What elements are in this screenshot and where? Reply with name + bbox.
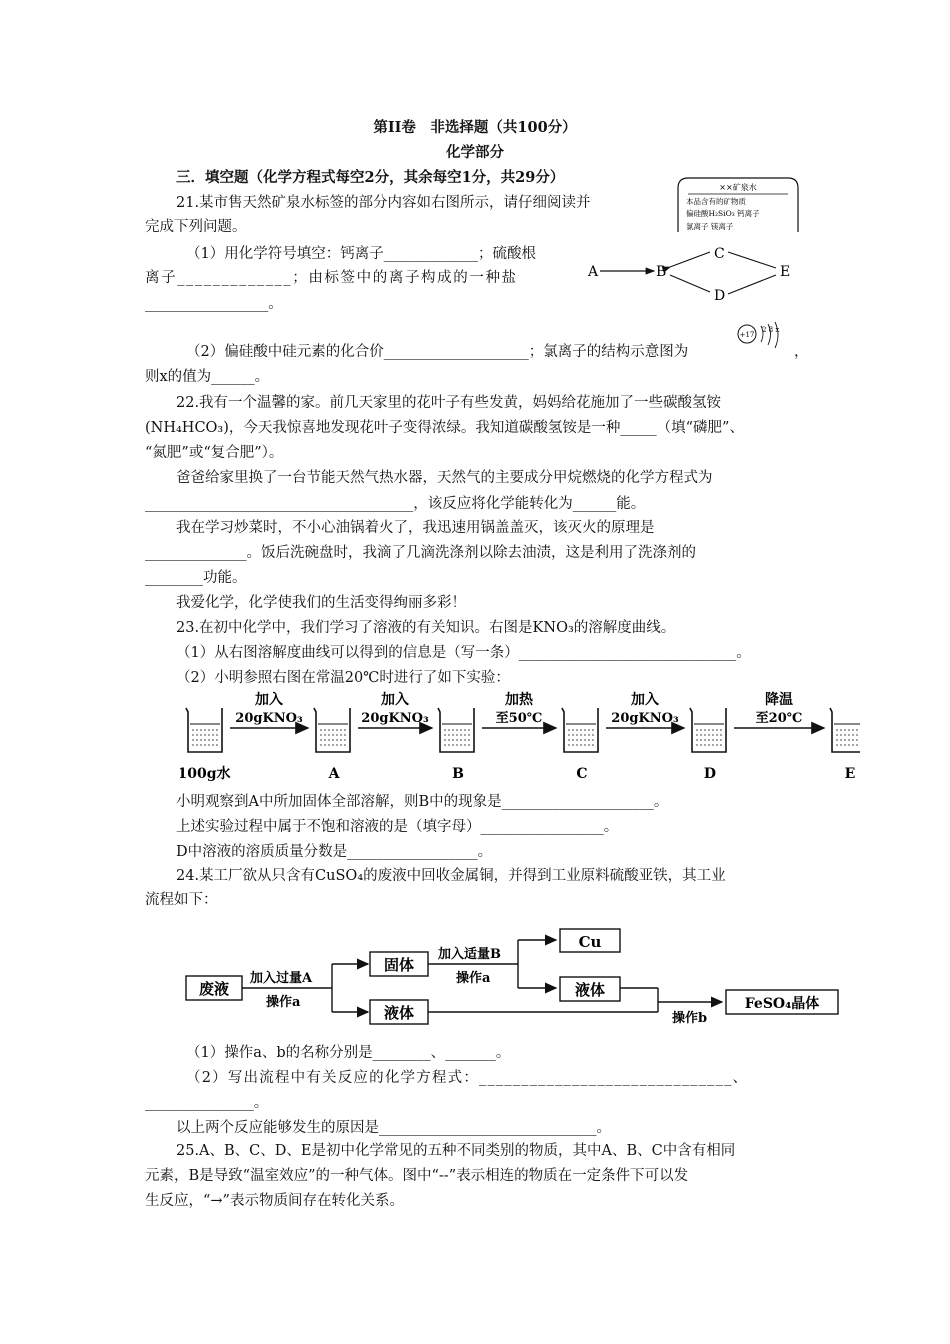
q22-line7: ______________。饭后洗碗盘时，我滴了几滴洗涤剂以除去油渍，这是利用了洗涤剂的 xyxy=(145,545,696,561)
label-frame xyxy=(676,176,800,232)
label-op-b: 操作b xyxy=(672,1011,708,1026)
node-b: B xyxy=(656,264,667,280)
box-liquid1-label: 液体 xyxy=(383,1004,415,1022)
link-b-c xyxy=(670,252,710,267)
q22-line2: (NH₄HCO₃)，今天我惊喜地发现花叶子变得浓绿。我知道碳酸氢铵是一种_____（填“磷肥”、 xyxy=(145,420,744,436)
q22-line8: ________功能。 xyxy=(145,570,247,586)
q24-line5: _______________。 xyxy=(145,1095,269,1111)
beaker xyxy=(690,708,726,782)
step-label-bottom: 20gKNO₃ xyxy=(235,711,303,726)
q22-line9: 我爱化学，化学使我们的生活变得绚丽多彩！ xyxy=(176,595,466,611)
label-op-a2: 操作a xyxy=(456,971,491,986)
step-label-top: 加热 xyxy=(505,692,533,708)
label-op-a: 操作a xyxy=(266,995,301,1010)
node-e: E xyxy=(780,264,791,280)
q21-line3: （1）用化学符号填空：钙离子_____________；硫酸根 xyxy=(186,246,536,262)
link-d-e xyxy=(728,275,776,294)
shell-electrons: 2 8 x xyxy=(762,326,780,334)
beaker-label: E xyxy=(844,766,856,782)
beaker xyxy=(438,708,474,782)
beaker-label: C xyxy=(576,766,588,782)
label-text-4: 氯离子 镁离子 xyxy=(686,222,734,231)
q21-line6: （2）偏硅酸中硅元素的化合价____________________；氯离子的结构示意图为 xyxy=(186,344,689,360)
q25-line3: 生反应，“→”表示物质间存在转化关系。 xyxy=(145,1193,404,1209)
q24-line6: 以上两个反应能够发生的原因是______________________________。 xyxy=(176,1120,611,1136)
step-label-top: 加入 xyxy=(631,692,659,708)
q24-line2: 流程如下： xyxy=(145,892,218,908)
q21-line6-end: ， xyxy=(794,344,809,360)
link-c-e xyxy=(728,252,776,268)
box-solid-label: 固体 xyxy=(383,956,415,974)
section-subtitle: 化学部分 xyxy=(446,144,504,161)
chloride-ion-diagram xyxy=(735,320,793,360)
q23-line1: 23.在初中化学中，我们学习了溶液的有关知识。右图是KNO₃的溶解度曲线。 xyxy=(176,620,676,636)
beaker xyxy=(562,708,598,782)
node-d: D xyxy=(714,288,726,304)
process-flowchart xyxy=(184,920,844,1032)
q21-line1: 21.某市售天然矿泉水标签的部分内容如右图所示，请仔细阅读并 xyxy=(176,195,591,211)
node-c: C xyxy=(714,246,725,262)
step-label-top: 加入 xyxy=(255,692,283,708)
q24-line3: （1）操作a、b的名称分别是________、_______。 xyxy=(186,1045,511,1061)
beaker xyxy=(830,708,860,782)
q22-line5: _____________________________________，该反应将化学能转化为______能。 xyxy=(145,496,646,512)
label-text-3: 偏硅酸H₂SiO₃ 钙离子 xyxy=(686,209,760,218)
box-cu-label: Cu xyxy=(578,933,602,951)
q23-line4: 小明观察到A中所加固体全部溶解，则B中的现象是_____________________。 xyxy=(176,794,669,810)
node-a: A xyxy=(588,264,599,280)
step-label-bottom: 20gKNO₃ xyxy=(611,711,679,726)
beaker-experiment-svg xyxy=(180,690,860,786)
step-label-bottom: 至50℃ xyxy=(495,711,543,726)
q25-line2: 元素，B是导致“温室效应”的一种气体。图中“--”表示相连的物质在一定条件下可以发 xyxy=(145,1168,689,1184)
q23-line2: （1）从右图溶解度曲线可以得到的信息是（写一条）______________________________。 xyxy=(176,645,751,661)
box-feso4-label: FeSO₄晶体 xyxy=(744,996,820,1012)
q21-line5: _________________。 xyxy=(145,296,283,312)
box-liquid2-label: 液体 xyxy=(574,981,606,999)
q21-line7: 则x的值为______。 xyxy=(145,369,270,385)
q22-line4: 爸爸给家里换了一台节能天然气热水器，天然气的主要成分甲烷燃烧的化学方程式为 xyxy=(176,470,713,486)
label-text-2: 本品含有的矿物质 xyxy=(686,197,746,206)
beaker-label: A xyxy=(328,766,340,782)
label-text-1: ××矿泉水 xyxy=(719,183,757,192)
label-add-a: 加入过量A xyxy=(250,971,313,986)
q22-line6: 我在学习炒菜时，不小心油锅着火了，我迅速用锅盖盖灭，该灭火的原理是 xyxy=(176,520,655,536)
q23-line3: （2）小明参照右图在常温20℃时进行了如下实验： xyxy=(176,670,510,686)
label-add-b: 加入适量B xyxy=(438,947,501,962)
link-b-d xyxy=(670,275,710,292)
q23-line5: 上述实验过程中属于不饱和溶液的是（填字母）_________________。 xyxy=(176,819,619,835)
step-label-bottom: 20gKNO₃ xyxy=(361,711,429,726)
nucleus-charge: +17 xyxy=(739,331,755,339)
step-label-bottom: 至20℃ xyxy=(755,711,803,726)
q21-line2: 完成下列问题。 xyxy=(145,219,247,235)
q21-line4: 离子_____________；由标签中的离子构成的一种盐 xyxy=(145,270,518,286)
q23-line6: D中溶液的溶质质量分数是__________________。 xyxy=(176,844,493,860)
q25-line1: 25.A、B、C、D、E是初中化学常见的五种不同类别的物质，其中A、B、C中含有相同 xyxy=(176,1143,736,1159)
beaker-label: D xyxy=(703,766,717,782)
step-label-top: 降温 xyxy=(765,692,793,708)
beaker-experiment xyxy=(180,690,860,786)
paper-title: 第II卷 非选择题（共100分） xyxy=(373,119,577,136)
mineral-water-label xyxy=(676,176,800,232)
q25-relation-diagram xyxy=(586,242,796,304)
q24-line4: （2）写出流程中有关反应的化学方程式：______________________________、 xyxy=(186,1070,749,1086)
section-heading: 三．填空题（化学方程式每空2分，其余每空1分，共29分） xyxy=(176,169,565,186)
beaker-label: B xyxy=(452,766,464,782)
beaker-label: 100g水 xyxy=(180,766,231,782)
beaker xyxy=(180,708,231,782)
beaker xyxy=(314,708,350,782)
q22-line3: “氮肥”或“复合肥”）。 xyxy=(145,445,284,461)
q22-line1: 22.我有一个温馨的家。前几天家里的花叶子有些发黄，妈妈给花施加了一些碳酸氢铵 xyxy=(176,395,722,411)
q24-line1: 24.某工厂欲从只含有CuSO₄的废液中回收金属铜，并得到工业原料硫酸亚铁，其工业 xyxy=(176,868,726,884)
step-label-top: 加入 xyxy=(381,692,409,708)
box-waste-label: 废液 xyxy=(198,980,230,998)
